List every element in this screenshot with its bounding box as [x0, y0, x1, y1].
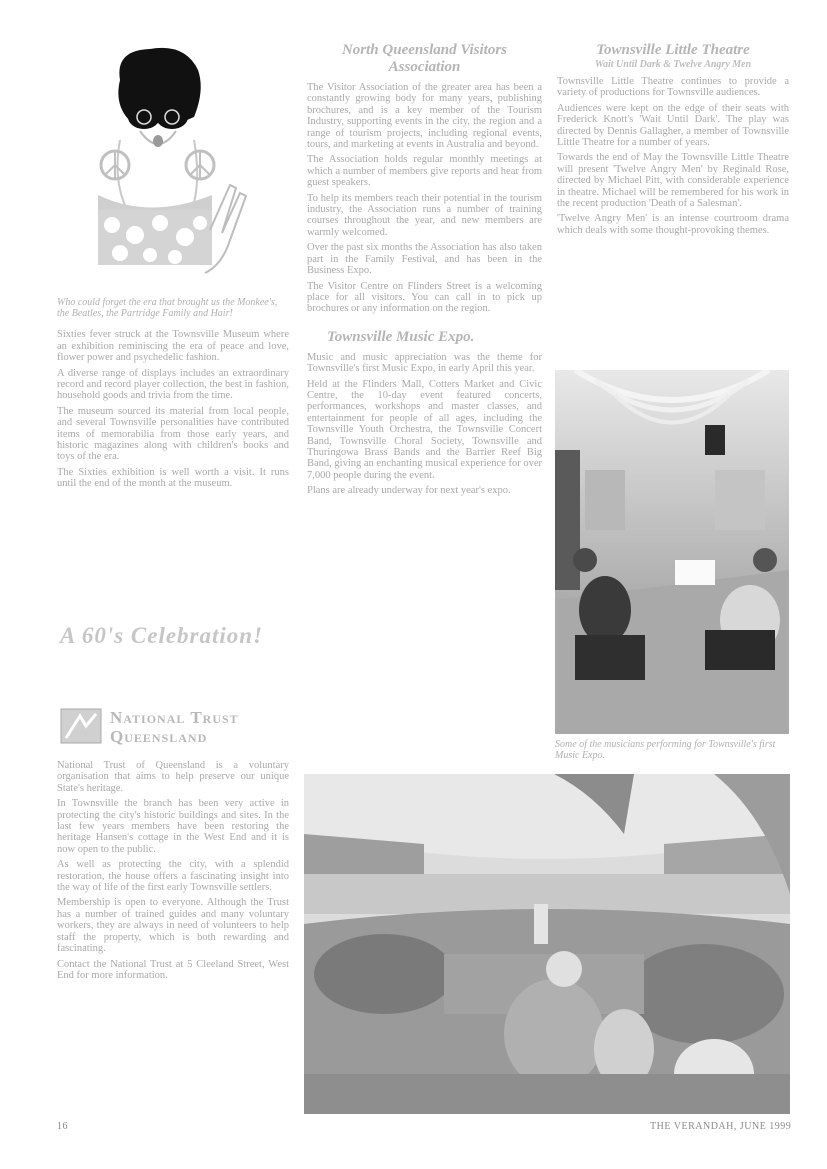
paragraph: Held at the Flinders Mall, Cotters Market and Civic Centre, the 10-day event featured concerts, performances, workshops and master classes, and entertainment for people of all ages, including the Townsville Youth Orchestra, the Townsville Concert Band, Townsville Choral Society, Townsville and Thuringowa Brass Bands and the Barrier Reef Big Band, giving an enchanting musical experience for over 7,000 people during the event. [307, 378, 542, 481]
paragraph: Membership is open to everyone. Although the Trust has a number of trained guides and many voluntary workers, they are always in need of volunteers to help staff the property, which is both rewarding and fascinating. [57, 897, 289, 955]
nt-title-line2: Queensland [110, 727, 208, 746]
paragraph: The Association holds regular monthly meetings at which a number of members give reports and hear from guest speakers. [307, 154, 542, 189]
paragraph: As well as protecting the city, with a splendid restoration, the house offers a fascinating insight into the way of life of the first early Townsville settlers. [57, 859, 289, 894]
peace-sign-girl-illustration [90, 45, 265, 290]
musicians-photo-image [555, 370, 789, 734]
celebration-heading: A 60's Celebration! [60, 623, 264, 648]
theatre-heading: Townsville Little Theatre [596, 42, 750, 58]
page-number: 16 [57, 1121, 68, 1132]
crowd-photo-image [304, 774, 790, 1114]
paragraph: The Sixties exhibition is well worth a visit. It runs until the end of the month at the museum. [57, 466, 289, 490]
paragraph: Contact the National Trust at 5 Cleeland Street, West End for more information. [57, 958, 289, 981]
illustration-panel [90, 45, 265, 290]
illustration-caption: Who could forget the era that brought us the Monkee's, the Beatles, the Partridge Family and Hair! [57, 297, 278, 320]
expo-heading: Townsville Music Expo. [327, 328, 475, 345]
national-trust-logo [60, 708, 102, 744]
celebration-heading-wrap [60, 623, 292, 649]
paragraph: The Visitor Association of the greater area has been a constantly growing body for many years, publishing brochures, and is a key member of the Tourism Industry, supporting events in the city, the region and a range of tourism projects, including regional events, tours, and marketing at events in Australia and beyond. [307, 82, 542, 151]
theatre-subheading: Wait Until Dark & Twelve Angry Men [594, 59, 752, 70]
paragraph: National Trust of Queensland is a voluntary organisation that aims to help preserve our unique State's heritage. [57, 760, 289, 794]
crowd-photo [304, 774, 790, 1114]
paragraph: The museum sourced its material from local people, and several Townsville personalities have contributed items of memorabilia from those early years, and historic magazines along with children's books and toys of the era. [57, 405, 289, 463]
paragraph: Over the past six months the Association has also taken part in the Family Festival, and has been in the Business Expo. [307, 242, 542, 277]
paragraph: A diverse range of displays includes an extraordinary record and record player collection, the best in fashion, household goods and trivia from the time. [57, 367, 289, 402]
paragraph: Townsville Little Theatre continues to provide a variety of productions for Townsville audiences. [557, 76, 789, 99]
paragraph: Plans are already underway for next year's expo. [307, 485, 511, 497]
nqva-heading: North Queensland Visitors Association [341, 42, 508, 75]
national-trust-title [110, 708, 290, 746]
nt-title-line1: National Trust [110, 708, 239, 727]
publication-footer: THE VERANDAH, JUNE 1999 [650, 1121, 792, 1132]
sixties-article [57, 329, 289, 489]
paragraph: In Townsville the branch has been very active in protecting the city's historic buildings and sites. In the last few years members have been restoring the heritage Hansen's cottage in the West End and it is now open to the public. [57, 798, 289, 855]
paragraph: 'Twelve Angry Men' is an intense courtroom drama which deals with some thought-provoking themes. [557, 213, 789, 236]
paragraph: Towards the end of May the Townsville Little Theatre will present 'Twelve Angry Men' by Reginald Rose, directed by Michael Pitt, with considerable experience in theatre. Michael will be remembered for his work in the recent production 'Death of a Salesman'. [557, 152, 789, 210]
paragraph: Sixties fever struck at the Townsville Museum where an exhibition reminiscing the era of peace and love, flower power and psychedelic fashion. [57, 329, 289, 364]
right-column [557, 42, 789, 236]
national-trust-article [57, 760, 289, 981]
paragraph: Music and music appreciation was the theme for Townsville's first Music Expo, in early April this year. [307, 351, 542, 375]
paragraph: To help its members reach their potential in the tourism industry, the Association runs a number of training courses throughout the year, and new members are warmly welcomed. [307, 192, 542, 238]
national-trust-logo-icon [60, 708, 102, 744]
middle-column [307, 42, 542, 497]
musicians-photo [555, 370, 789, 734]
musicians-caption-wrap [555, 739, 795, 761]
musicians-photo-caption: Some of the musicians performing for Townsville's first Music Expo. [555, 739, 776, 762]
paragraph: The Visitor Centre on Flinders Street is a welcoming place for all visitors. You can call in to pick up brochures or any information on the region. [307, 280, 542, 315]
paragraph: Audiences were kept on the edge of their seats with Frederick Knott's 'Wait Until Dark'. The play was directed by Dennis Gallagher, a member of Townsville Little Theatre for a number of years. [557, 102, 789, 149]
left-column [57, 297, 289, 490]
